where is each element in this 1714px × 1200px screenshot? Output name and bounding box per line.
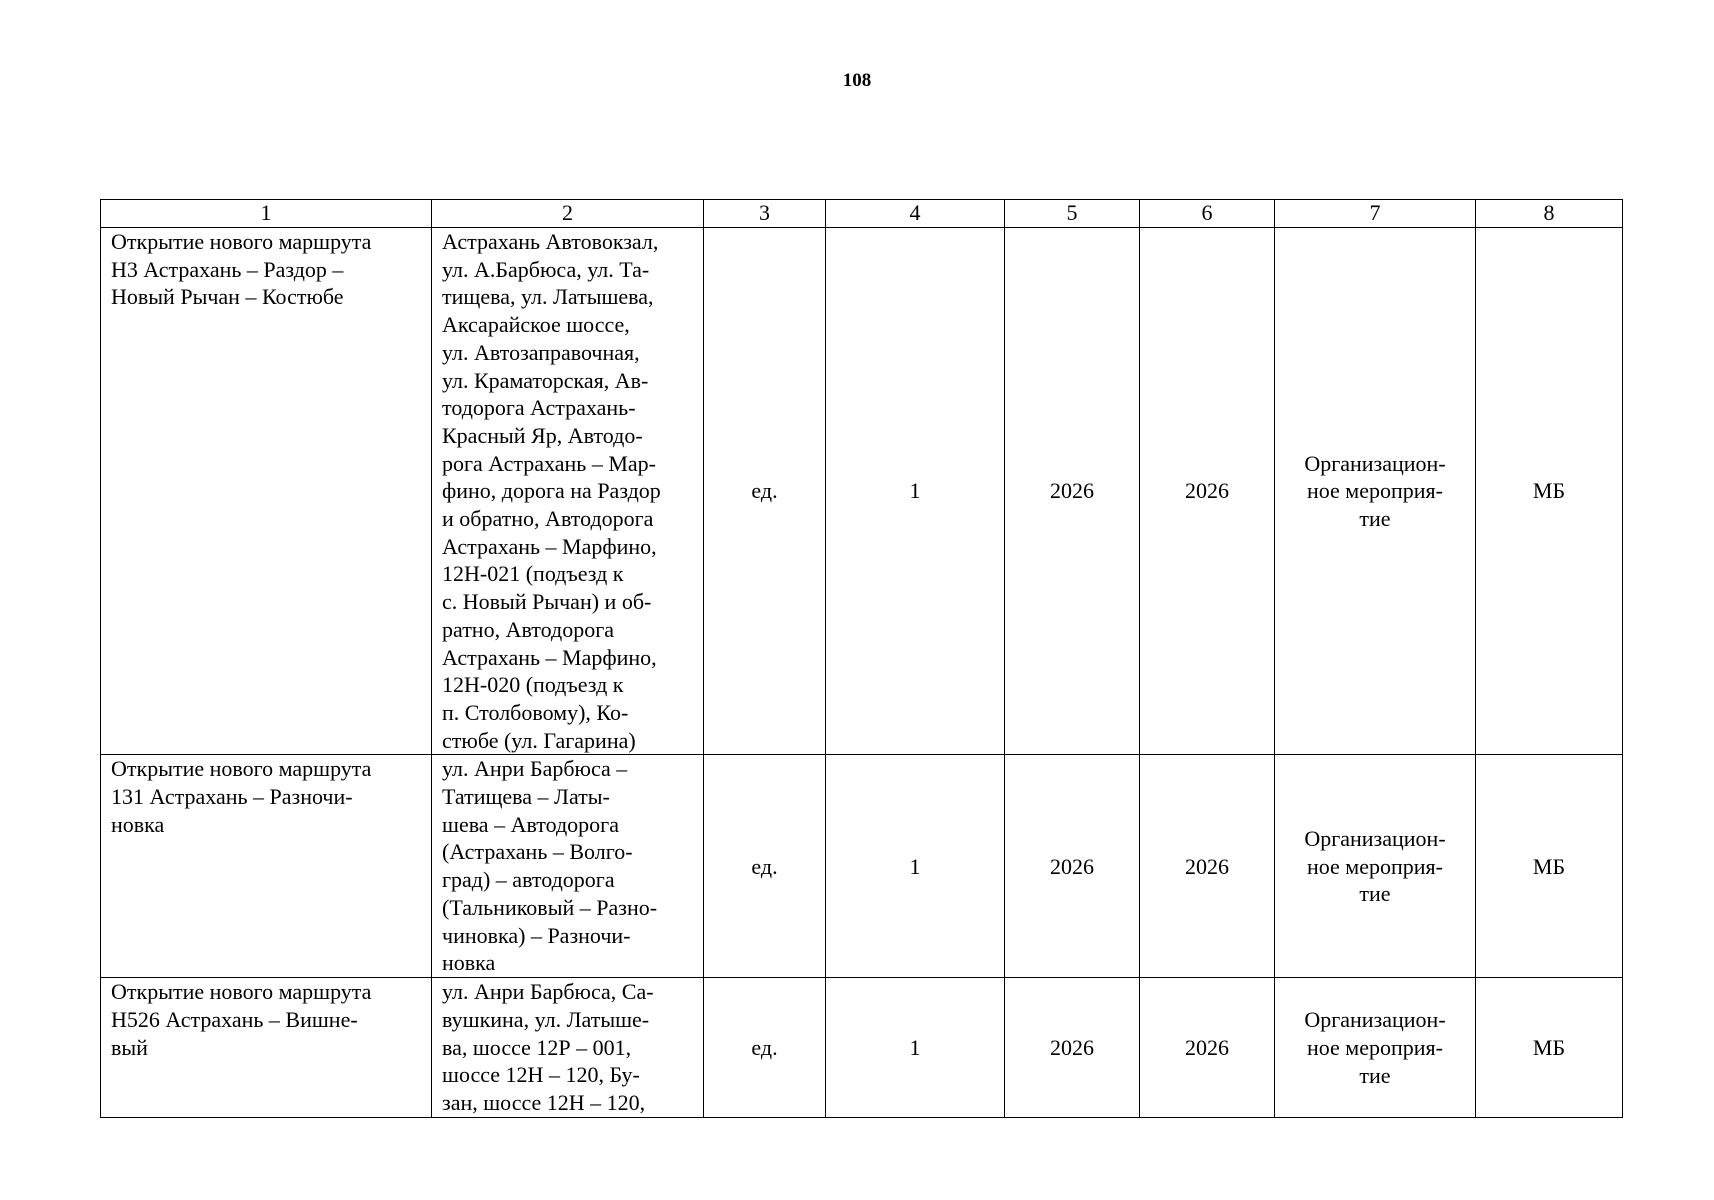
route-cell-line: Красный Яр, Автодо- — [442, 422, 643, 448]
route-cell-line: шоссе 12Н – 120, Бу- — [442, 1062, 640, 1088]
measure-name-cell — [101, 755, 432, 978]
measure-type-cell-line: тие — [1359, 506, 1391, 532]
route-cell-line: ул. Краматорская, Ав- — [442, 367, 649, 393]
route-cell-line: зан, шоссе 12Н – 120, — [442, 1090, 646, 1116]
measure-type-cell-line: тие — [1359, 1062, 1391, 1088]
route-cell-line: ул. Анри Барбюса – — [442, 756, 628, 782]
route-cell-line: чиновка) – Разночи- — [442, 922, 631, 948]
measure-name-cell — [101, 978, 432, 1118]
measure-name-cell-line: вый — [111, 1034, 148, 1060]
route-cell-line: град) – автодорога — [442, 867, 615, 893]
year-start-cell: 2026 — [1005, 978, 1140, 1118]
route-cell — [432, 228, 704, 755]
measure-name-cell-line: Открытие нового маршрута — [111, 979, 372, 1005]
year-start-cell: 2026 — [1005, 755, 1140, 978]
route-cell-line: новка — [442, 950, 496, 976]
route-cell-line: (Тальниковый – Разно- — [442, 894, 658, 920]
measure-name-cell-line: новка — [111, 811, 165, 837]
table-body — [101, 228, 1623, 1118]
route-cell — [432, 755, 704, 978]
route-cell-line: с. Новый Рычан) и об- — [442, 589, 652, 615]
unit-cell: ед. — [704, 755, 826, 978]
route-cell-line: и обратно, Автодорога — [442, 506, 654, 532]
route-cell-line: 12Н-020 (подъезд к — [442, 672, 624, 698]
route-cell-line: фино, дорога на Раздор — [442, 478, 661, 504]
column-header: 1 — [101, 200, 432, 228]
table-row — [101, 978, 1623, 1118]
measures-table — [100, 199, 1623, 1118]
measure-name-cell-line: Н3 Астрахань – Раздор – — [111, 256, 344, 282]
route-cell-line: Астрахань – Марфино, — [442, 533, 657, 559]
route-cell-line: (Астрахань – Волго- — [442, 839, 633, 865]
route-cell-line: п. Столбовому), Ко- — [442, 699, 629, 725]
funding-source-cell: МБ — [1476, 755, 1623, 978]
funding-source-cell: МБ — [1476, 228, 1623, 755]
measure-name-cell-line: Новый Рычан – Костюбе — [111, 284, 344, 310]
measure-type-cell-line: ное мероприя- — [1307, 1035, 1443, 1060]
route-cell-line: ул. А.Барбюса, ул. Та- — [442, 256, 650, 282]
measure-type-cell — [1275, 978, 1476, 1118]
column-header: 2 — [432, 200, 704, 228]
measure-type-cell-line: ное мероприя- — [1307, 478, 1443, 504]
route-cell-line: ва, шоссе 12Р – 001, — [442, 1034, 632, 1060]
table-row — [101, 228, 1623, 755]
page-number: 108 — [842, 70, 872, 91]
route-cell-line: ул. Автозаправочная, — [442, 339, 640, 365]
route-cell-line: 12Н-021 (подъезд к — [442, 561, 624, 587]
measure-type-cell-line: Организацион- — [1304, 825, 1446, 851]
measure-type-cell — [1275, 755, 1476, 978]
route-cell-line: стюбе (ул. Гагарина) — [442, 727, 636, 753]
column-header: 8 — [1476, 200, 1623, 228]
route-cell-line: рога Астрахань – Мар- — [442, 450, 656, 476]
quantity-cell: 1 — [826, 228, 1005, 755]
column-header: 4 — [826, 200, 1005, 228]
route-cell-line: вушкина, ул. Латыше- — [442, 1007, 650, 1033]
route-cell-line: тодорога Астрахань- — [442, 395, 636, 421]
header-row — [101, 200, 1623, 228]
measure-type-cell — [1275, 228, 1476, 755]
route-cell-line: Аксарайское шоссе, — [442, 312, 630, 338]
measure-type-cell-line: ное мероприя- — [1307, 853, 1443, 879]
quantity-cell: 1 — [826, 978, 1005, 1118]
unit-cell: ед. — [704, 978, 826, 1118]
column-header: 5 — [1005, 200, 1140, 228]
table-row — [101, 755, 1623, 978]
measure-type-cell-line: Организацион- — [1304, 1007, 1446, 1033]
measure-type-cell-line: Организацион- — [1304, 450, 1446, 476]
column-header: 7 — [1275, 200, 1476, 228]
unit-cell: ед. — [704, 228, 826, 755]
route-cell-line: шева – Автодорога — [442, 811, 619, 837]
measure-name-cell-line: Н526 Астрахань – Вишне- — [111, 1007, 358, 1033]
column-header: 6 — [1140, 200, 1275, 228]
route-cell-line: Татищева – Латы- — [442, 784, 610, 810]
year-end-cell: 2026 — [1140, 755, 1275, 978]
measure-type-cell-line: тие — [1359, 881, 1391, 907]
year-end-cell: 2026 — [1140, 228, 1275, 755]
measure-name-cell-line: 131 Астрахань – Разночи- — [111, 784, 353, 810]
route-cell-line: тищева, ул. Латышева, — [442, 284, 654, 310]
route-cell-line: ул. Анри Барбюса, Са- — [442, 979, 654, 1005]
measure-name-cell-line: Открытие нового маршрута — [111, 229, 372, 254]
route-cell — [432, 978, 704, 1118]
year-start-cell: 2026 — [1005, 228, 1140, 755]
quantity-cell: 1 — [826, 755, 1005, 978]
route-cell-line: ратно, Автодорога — [442, 616, 614, 642]
measure-name-cell-line: Открытие нового маршрута — [111, 756, 372, 782]
funding-source-cell: МБ — [1476, 978, 1623, 1118]
route-cell-line: Астрахань Автовокзал, — [442, 229, 659, 254]
column-header: 3 — [704, 200, 826, 228]
measure-name-cell — [101, 228, 432, 755]
route-cell-line: Астрахань – Марфино, — [442, 644, 657, 670]
year-end-cell: 2026 — [1140, 978, 1275, 1118]
